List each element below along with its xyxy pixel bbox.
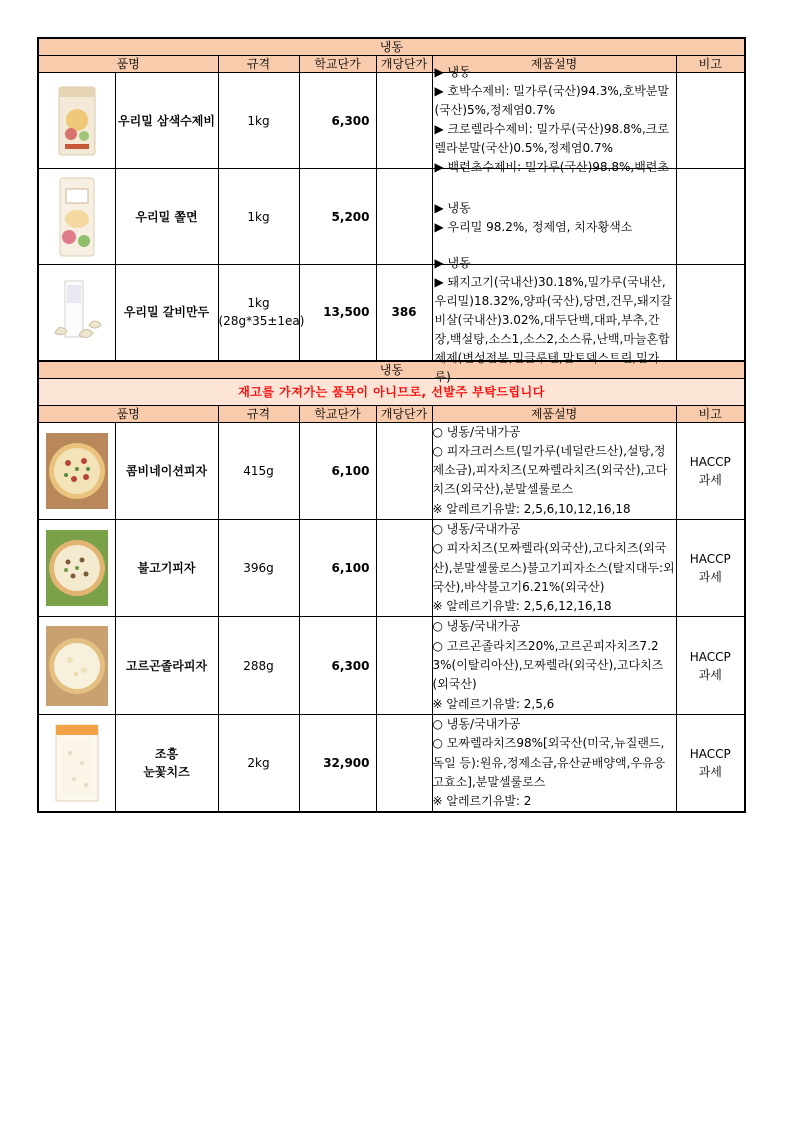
unit-price xyxy=(376,422,432,519)
product-spec: 288g xyxy=(218,617,299,714)
table-row xyxy=(38,73,745,169)
desc-line: ※ 알레르기유발: 2 xyxy=(432,794,532,809)
header-unit-price: 개당단가 xyxy=(376,56,432,73)
jjolmyeon-package-icon xyxy=(57,177,97,257)
product-image xyxy=(38,265,115,361)
product-name: 불고기피자 xyxy=(115,519,218,616)
header-name: 품명 xyxy=(38,56,218,73)
table-row xyxy=(38,617,745,714)
spec-weight: 1kg xyxy=(247,296,270,311)
product-description xyxy=(432,422,676,519)
school-price: 6,300 xyxy=(299,617,376,714)
spec-count: (28g*35±1ea) xyxy=(218,314,305,329)
product-spec: 415g xyxy=(218,422,299,519)
header-spec: 규격 xyxy=(218,56,299,73)
table-row xyxy=(38,265,745,361)
school-price: 32,900 xyxy=(299,714,376,812)
cheese-bag-icon xyxy=(54,723,100,803)
product-description xyxy=(432,519,676,616)
desc-line: ○ 냉동/국내가공 xyxy=(432,521,521,536)
header-description: 제품설명 xyxy=(432,56,676,73)
school-price: 6,300 xyxy=(299,73,376,169)
product-note xyxy=(676,422,745,519)
gorgonzola-pizza-icon xyxy=(46,626,108,706)
product-spec xyxy=(218,265,305,361)
product-name: 콤비네이션피자 xyxy=(115,422,218,519)
table-row xyxy=(38,519,745,616)
product-description xyxy=(432,617,676,714)
unit-price xyxy=(376,714,432,812)
desc-line: ※ 알레르기유발: 2,5,6,12,16,18 xyxy=(432,599,612,614)
product-description xyxy=(432,714,676,812)
desc-line: ※ 알레르기유발: 2,5,6,10,12,16,18 xyxy=(432,501,631,516)
desc-line: ▶ 백련초수제비: 밀가루(국산)98.8%,백련초 xyxy=(434,159,669,174)
mandu-package-icon xyxy=(49,277,105,347)
product-note xyxy=(676,169,745,265)
school-price: 5,200 xyxy=(299,169,376,265)
school-price: 13,500 xyxy=(299,265,376,361)
desc-line: ▶ 우리밀 98.2%, 정제염, 치자황색소 xyxy=(434,219,633,234)
product-image xyxy=(38,714,115,812)
product-name: 우리밀 갈비만두 xyxy=(115,265,218,361)
product-description xyxy=(432,169,676,265)
product-note xyxy=(676,73,745,169)
tax-label: 과세 xyxy=(698,570,722,585)
header-note: 비고 xyxy=(676,405,745,422)
tax-label: 과세 xyxy=(698,472,722,487)
product-title: 눈꽃치즈 xyxy=(143,765,190,780)
unit-price xyxy=(376,73,432,169)
desc-line: ○ 냉동/국내가공 xyxy=(432,716,521,731)
product-spec: 396g xyxy=(218,519,299,616)
desc-line: ▶ 돼지고기(국내산)30.18%,밀가루(국내산,우리밀)18.32%,양파(국산),당면,건무,돼지갈비살(국내산)3.02%,대두단백,대파,부추,간장,백설탕,소스1,소스2,소스류,난백,마늘혼합제제(변성전분,밀글루텐,말토덱스트린,밀가루) xyxy=(434,275,672,385)
header-note: 비고 xyxy=(676,56,745,73)
table-row xyxy=(38,169,745,265)
desc-line: ▶ 냉동 xyxy=(434,64,471,79)
header-description: 제품설명 xyxy=(432,405,676,422)
product-spec: 1kg xyxy=(218,73,299,169)
product-name xyxy=(115,714,218,812)
table-header-row xyxy=(38,405,745,422)
desc-line: ○ 냉동/국내가공 xyxy=(432,424,521,439)
unit-price: 386 xyxy=(376,265,432,361)
unit-price xyxy=(376,169,432,265)
header-school-price: 학교단가 xyxy=(299,56,376,73)
product-image xyxy=(38,617,115,714)
product-description xyxy=(432,256,676,385)
table-row xyxy=(38,714,745,812)
haccp-label: HACCP xyxy=(689,454,731,469)
desc-line: ○ 냉동/국내가공 xyxy=(432,619,521,634)
desc-line: ▶ 크로렐라수제비: 밀가루(국산)98.8%,크로렐라분말(국산)0.5%,정제염0.7% xyxy=(434,121,669,155)
desc-line: ○ 고르곤졸라치즈20%,고르곤피자치즈7.23%(이탈리아산),모짜렐라(외국산),고다치즈(외국산) xyxy=(432,638,664,692)
product-image xyxy=(38,422,115,519)
product-note xyxy=(676,265,745,361)
preorder-notice-banner: 재고를 가져가는 품목이 아니므로, 선발주 부탁드립니다 xyxy=(38,378,745,405)
product-name: 고르곤졸라피자 xyxy=(115,617,218,714)
unit-price xyxy=(376,519,432,616)
header-school-price: 학교단가 xyxy=(299,405,376,422)
section-title-pizza: 냉동 xyxy=(38,361,745,379)
desc-line: ▶ 호박수제비: 밀가루(국산)94.3%,호박분말(국산)5%,정제염0.7% xyxy=(434,83,669,117)
school-price: 6,100 xyxy=(299,422,376,519)
header-spec: 규격 xyxy=(218,405,299,422)
bulgogi-pizza-icon xyxy=(46,530,108,606)
product-image xyxy=(38,169,115,265)
product-spec: 2kg xyxy=(218,714,299,812)
desc-line: ○ 피자치즈(모짜렐라(외국산),고다치즈(외국산),분말셀룰로스)불고기피자소스(탈지대두:외국산),바삭불고기6.21%(외국산) xyxy=(432,541,675,594)
desc-line: ○ 피자크러스트(밀가루(네덜란드산),설탕,정제소금),피자치즈(모짜렐라치즈(외국산),고다치즈(외국산),분말셀룰로스 xyxy=(432,443,668,497)
product-note xyxy=(676,714,745,812)
product-note xyxy=(676,617,745,714)
haccp-label: HACCP xyxy=(689,747,731,762)
desc-line: ○ 모짜렐라치즈98%[외국산(미국,뉴질랜드,독일 등):원유,정제소금,유산균배양액,우유응고효소],분말셀룰로스 xyxy=(432,736,666,789)
product-spec: 1kg xyxy=(218,169,299,265)
header-unit-price: 개당단가 xyxy=(376,405,432,422)
haccp-label: HACCP xyxy=(689,649,731,664)
product-name: 우리밀 쫄면 xyxy=(115,169,218,265)
section-title-frozen: 냉동 xyxy=(38,38,745,56)
header-name: 품명 xyxy=(38,405,218,422)
tax-label: 과세 xyxy=(698,667,722,682)
product-image xyxy=(38,73,115,169)
sujebi-package-icon xyxy=(57,86,97,156)
brand-name: 조흥 xyxy=(154,747,179,762)
tax-label: 과세 xyxy=(698,765,722,780)
product-name: 우리밀 삼색수제비 xyxy=(115,73,218,169)
product-note xyxy=(676,519,745,616)
desc-line: ※ 알레르기유발: 2,5,6 xyxy=(432,696,555,711)
product-image xyxy=(38,519,115,616)
haccp-label: HACCP xyxy=(689,552,731,567)
school-price: 6,100 xyxy=(299,519,376,616)
unit-price xyxy=(376,617,432,714)
product-sheet xyxy=(37,37,746,813)
table-row xyxy=(38,422,745,519)
combination-pizza-icon xyxy=(46,433,108,509)
desc-line: ▶ 냉동 xyxy=(434,256,471,271)
desc-line: ▶ 냉동 xyxy=(434,200,471,215)
